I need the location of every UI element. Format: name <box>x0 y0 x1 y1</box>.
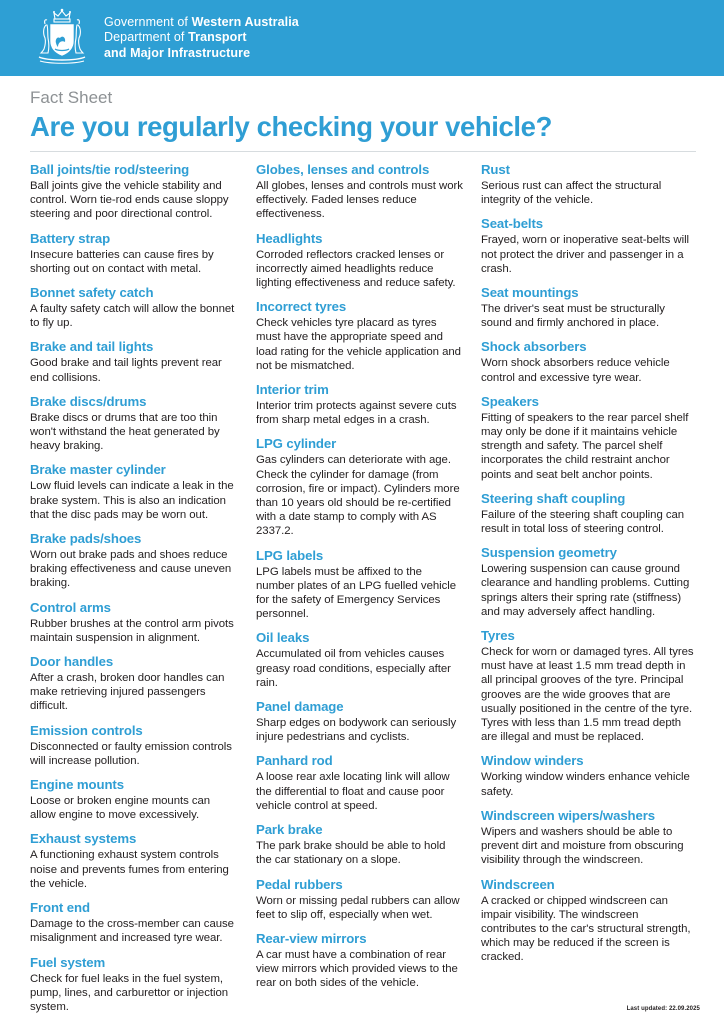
checklist-entry-title: Headlights <box>256 230 323 246</box>
checklist-entry-body: A faulty safety catch will allow the bonnet to fly up. <box>30 303 235 330</box>
checklist-entry-body: The park brake should be able to hold the car stationary on a slope. <box>256 840 446 867</box>
checklist-entry-body: Working window winders enhance vehicle safety. <box>481 771 690 798</box>
checklist-entry-body: A functioning exhaust system controls noise and prevents fumes from entering the vehicle. <box>30 849 229 890</box>
checklist-entry-title: Globes, lenses and controls <box>256 162 430 177</box>
checklist-entry <box>481 162 694 207</box>
checklist-entry-body: A loose rear axle locating link will allow the differential to float and cause poor vehicle control at speed. <box>256 771 450 812</box>
page-title: Are you regularly checking your vehicle? <box>30 111 552 142</box>
checklist-entry-title: Steering shaft coupling <box>481 490 626 506</box>
checklist-entry <box>481 753 694 798</box>
checklist-entry-title: Speakers <box>481 393 539 409</box>
checklist-entry-body: Wipers and washers should be able to prevent dirt and moisture from obscuring visibility through the windscreen. <box>481 825 684 867</box>
checklist-entry-body: All globes, lenses and controls must work effectively. Faded lenses reduce effectiveness. <box>256 180 463 221</box>
last-updated-label: Last updated: 22.09.2025 <box>626 1006 700 1012</box>
checklist-entry-body: A cracked or chipped windscreen can impair visibility. The windscreen contributes to the car's structural strength, which may be reduced if the screen is cracked. <box>481 894 691 964</box>
column-3 <box>481 162 694 1023</box>
checklist-entry-title: Windscreen wipers/washers <box>481 807 656 823</box>
checklist-entry <box>256 822 463 867</box>
checklist-entry-title: Front end <box>30 900 90 916</box>
checklist-entry-body: Worn or missing pedal rubbers can allow feet to slip off, especially when wet. <box>256 894 460 921</box>
checklist-entry-title: Incorrect tyres <box>256 299 347 315</box>
checklist-entry <box>30 394 238 454</box>
checklist-entry <box>256 931 463 991</box>
checklist-entry <box>481 877 694 965</box>
checklist-entry-title: Exhaust systems <box>30 831 137 847</box>
checklist-entry <box>481 394 694 482</box>
checklist-entry-body: Disconnected or faulty emission controls will increase pollution. <box>30 740 232 767</box>
column-2 <box>256 162 463 1023</box>
checklist-entry <box>30 723 238 768</box>
checklist-entry-body: After a crash, broken door handles can make retrieving injured passengers difficult. <box>30 672 225 713</box>
checklist-entry-body: Fitting of speakers to the rear parcel shelf may only be done if it maintains vehicle strength and safety. The parcel shelf incorporates the child restraint anchor points and seat belt anchor points. <box>481 411 689 481</box>
checklist-entry <box>30 900 238 945</box>
checklist-entry-body: Lowering suspension can cause ground clearance and handling problems. Cutting springs alters their spring rate (stiffness) and may adversely affect handling. <box>481 563 690 618</box>
checklist-entry <box>30 339 238 384</box>
checklist-entry-body: Worn out brake pads and shoes reduce braking effectiveness and cause uneven braking. <box>30 549 232 590</box>
checklist-entry-body: Accumulated oil from vehicles causes greasy road conditions, especially after rain. <box>256 648 451 689</box>
checklist-entry-body: Insecure batteries can cause fires by shorting out on contact with metal. <box>30 248 214 275</box>
checklist-entry-title: Brake discs/drums <box>30 393 147 409</box>
checklist-entry <box>481 545 694 619</box>
checklist-entry-title: Ball joints/tie rod/steering <box>30 162 190 177</box>
checklist-entry <box>256 877 463 922</box>
checklist-entry-title: Brake pads/shoes <box>30 531 142 547</box>
checklist-entry <box>30 600 238 645</box>
checklist-entry-title: Brake master cylinder <box>30 462 166 478</box>
checklist-entry <box>481 285 694 330</box>
checklist-entry-title: Door handles <box>30 654 114 670</box>
checklist-entry-title: Engine mounts <box>30 777 124 793</box>
checklist-entry <box>30 831 238 891</box>
checklist-entry <box>256 548 463 622</box>
checklist-entry-title: Tyres <box>481 628 515 644</box>
checklist-entry-body: Serious rust can affect the structural integrity of the vehicle. <box>481 180 662 207</box>
checklist-entry <box>256 231 463 291</box>
checklist-entry <box>481 808 694 868</box>
checklist-entry <box>481 491 694 536</box>
checklist-entry-title: Bonnet safety catch <box>30 285 154 301</box>
checklist-entry-title: Shock absorbers <box>481 339 587 355</box>
checklist-entry-title: Panel damage <box>256 699 344 715</box>
checklist-entry-body: Loose or broken engine mounts can allow engine to move excessively. <box>30 795 211 822</box>
checklist-entry-title: Panhard rod <box>256 753 333 769</box>
checklist-entry-body: Worn shock absorbers reduce vehicle control and excessive tyre wear. <box>481 357 670 384</box>
checklist-entry-body: Rubber brushes at the control arm pivots maintain suspension in alignment. <box>30 617 234 644</box>
content-columns <box>0 152 724 1023</box>
checklist-entry <box>30 462 238 522</box>
checklist-entry-title: Control arms <box>30 599 111 615</box>
checklist-entry-body: Gas cylinders can deteriorate with age. Check the cylinder for damage (from corrosion, fire or impact). Cylinders more than 10 years old should be re-certified with a date stamp to comply with AS 2337.2. <box>256 454 460 538</box>
checklist-entry-body: Damage to the cross-member can cause misalignment and increased tyre wear. <box>30 918 234 945</box>
checklist-entry <box>256 699 463 744</box>
checklist-entry-title: Pedal rubbers <box>256 876 343 892</box>
checklist-entry-body: Ball joints give the vehicle stability and control. Worn tie-rod ends cause sloppy steering and poor directional control. <box>30 180 229 221</box>
checklist-entry <box>256 299 463 373</box>
government-branding <box>104 15 299 62</box>
checklist-entry-title: Brake and tail lights <box>30 339 154 355</box>
checklist-entry-body: Corroded reflectors cracked lenses or incorrectly aimed headlights reduce lighting effectiveness and reduce safety. <box>256 248 456 290</box>
branding-line-infrastructure <box>104 46 299 62</box>
checklist-entry-body: Interior trim protects against severe cuts from sharp metal edges in a crash. <box>256 400 457 427</box>
checklist-entry <box>30 531 238 591</box>
checklist-entry-body: Sharp edges on bodywork can seriously injure pedestrians and cyclists. <box>256 717 457 744</box>
branding-transport: Transport <box>188 30 247 45</box>
checklist-entry-title: Window winders <box>481 753 584 769</box>
column-1 <box>30 162 238 1023</box>
checklist-entry <box>30 654 238 714</box>
checklist-entry-body: Low fluid levels can indicate a leak in the brake system. This is also an indication that the disc pads may be worn out. <box>30 480 234 521</box>
checklist-entry-title: Emission controls <box>30 722 143 738</box>
checklist-entry-body: Frayed, worn or inoperative seat-belts will not protect the driver and passenger in a crash. <box>481 234 690 275</box>
branding-major-infrastructure: and Major Infrastructure <box>104 45 251 60</box>
checklist-entry <box>481 628 694 744</box>
checklist-entry <box>256 630 463 690</box>
checklist-entry-body: Failure of the steering shaft coupling can result in total loss of steering control. <box>481 508 685 536</box>
checklist-entry-title: Park brake <box>256 822 323 838</box>
checklist-entry <box>256 162 463 222</box>
checklist-entry-body: Check vehicles tyre placard as tyres must have the appropriate speed and load rating for the vehicle application and not be mismatched. <box>256 317 461 372</box>
checklist-entry-body: A car must have a combination of rear view mirrors which provided views to the rear on both sides of the vehicle. <box>256 948 458 990</box>
branding-government-of: Government of <box>104 14 192 29</box>
checklist-entry-title: Seat-belts <box>481 216 544 232</box>
checklist-entry <box>481 216 694 276</box>
title-block <box>0 76 724 142</box>
checklist-entry-title: Interior trim <box>256 382 329 398</box>
checklist-entry-title: Battery strap <box>30 230 111 246</box>
site-header <box>0 0 724 76</box>
checklist-entry-title: Seat mountings <box>481 285 579 301</box>
checklist-entry-title: LPG labels <box>256 547 324 563</box>
checklist-entry-title: Fuel system <box>30 954 106 970</box>
checklist-entry <box>30 285 238 330</box>
branding-line-government <box>104 15 299 31</box>
checklist-entry <box>256 753 463 813</box>
checklist-entry <box>256 436 463 538</box>
checklist-entry-body: The driver's seat must be structurally sound and firmly anchored in place. <box>481 303 665 330</box>
checklist-entry-title: Windscreen <box>481 876 555 892</box>
checklist-entry-title: Oil leaks <box>256 630 310 646</box>
checklist-entry-title: Rear-view mirrors <box>256 930 367 946</box>
checklist-entry-title: Rust <box>481 162 510 177</box>
checklist-entry-title: Suspension geometry <box>481 545 617 561</box>
checklist-entry <box>30 955 238 1015</box>
checklist-entry-body: Brake discs or drums that are too thin won't withstand the heat generated by heavy braking. <box>30 411 220 453</box>
checklist-entry <box>30 162 238 222</box>
checklist-entry <box>256 382 463 427</box>
branding-line-department <box>104 30 299 46</box>
wa-coat-of-arms-icon <box>34 7 90 69</box>
branding-western-australia: Western Australia <box>191 14 299 29</box>
checklist-entry <box>30 231 238 276</box>
checklist-entry <box>481 339 694 384</box>
checklist-entry <box>30 777 238 822</box>
branding-department-of: Department of <box>104 30 189 45</box>
checklist-entry-body: Good brake and tail lights prevent rear end collisions. <box>30 357 222 384</box>
checklist-entry-title: LPG cylinder <box>256 436 337 452</box>
checklist-entry-body: Check for fuel leaks in the fuel system, pump, lines, and carburettor or injection system. <box>30 972 229 1013</box>
checklist-entry-body: Check for worn or damaged tyres. All tyres must have at least 1.5 mm tread depth in all principal grooves of the tyre. Principal grooves are the wide grooves that are usually positioned in the centre of the tyre. Tyres with less than 1.5 mm tread depth are illegal and must be replaced. <box>481 646 694 744</box>
checklist-entry-body: LPG labels must be affixed to the number plates of an LPG fuelled vehicle for the safety of Emergency Services personnel. <box>256 565 457 621</box>
kicker-label: Fact Sheet <box>30 88 113 107</box>
